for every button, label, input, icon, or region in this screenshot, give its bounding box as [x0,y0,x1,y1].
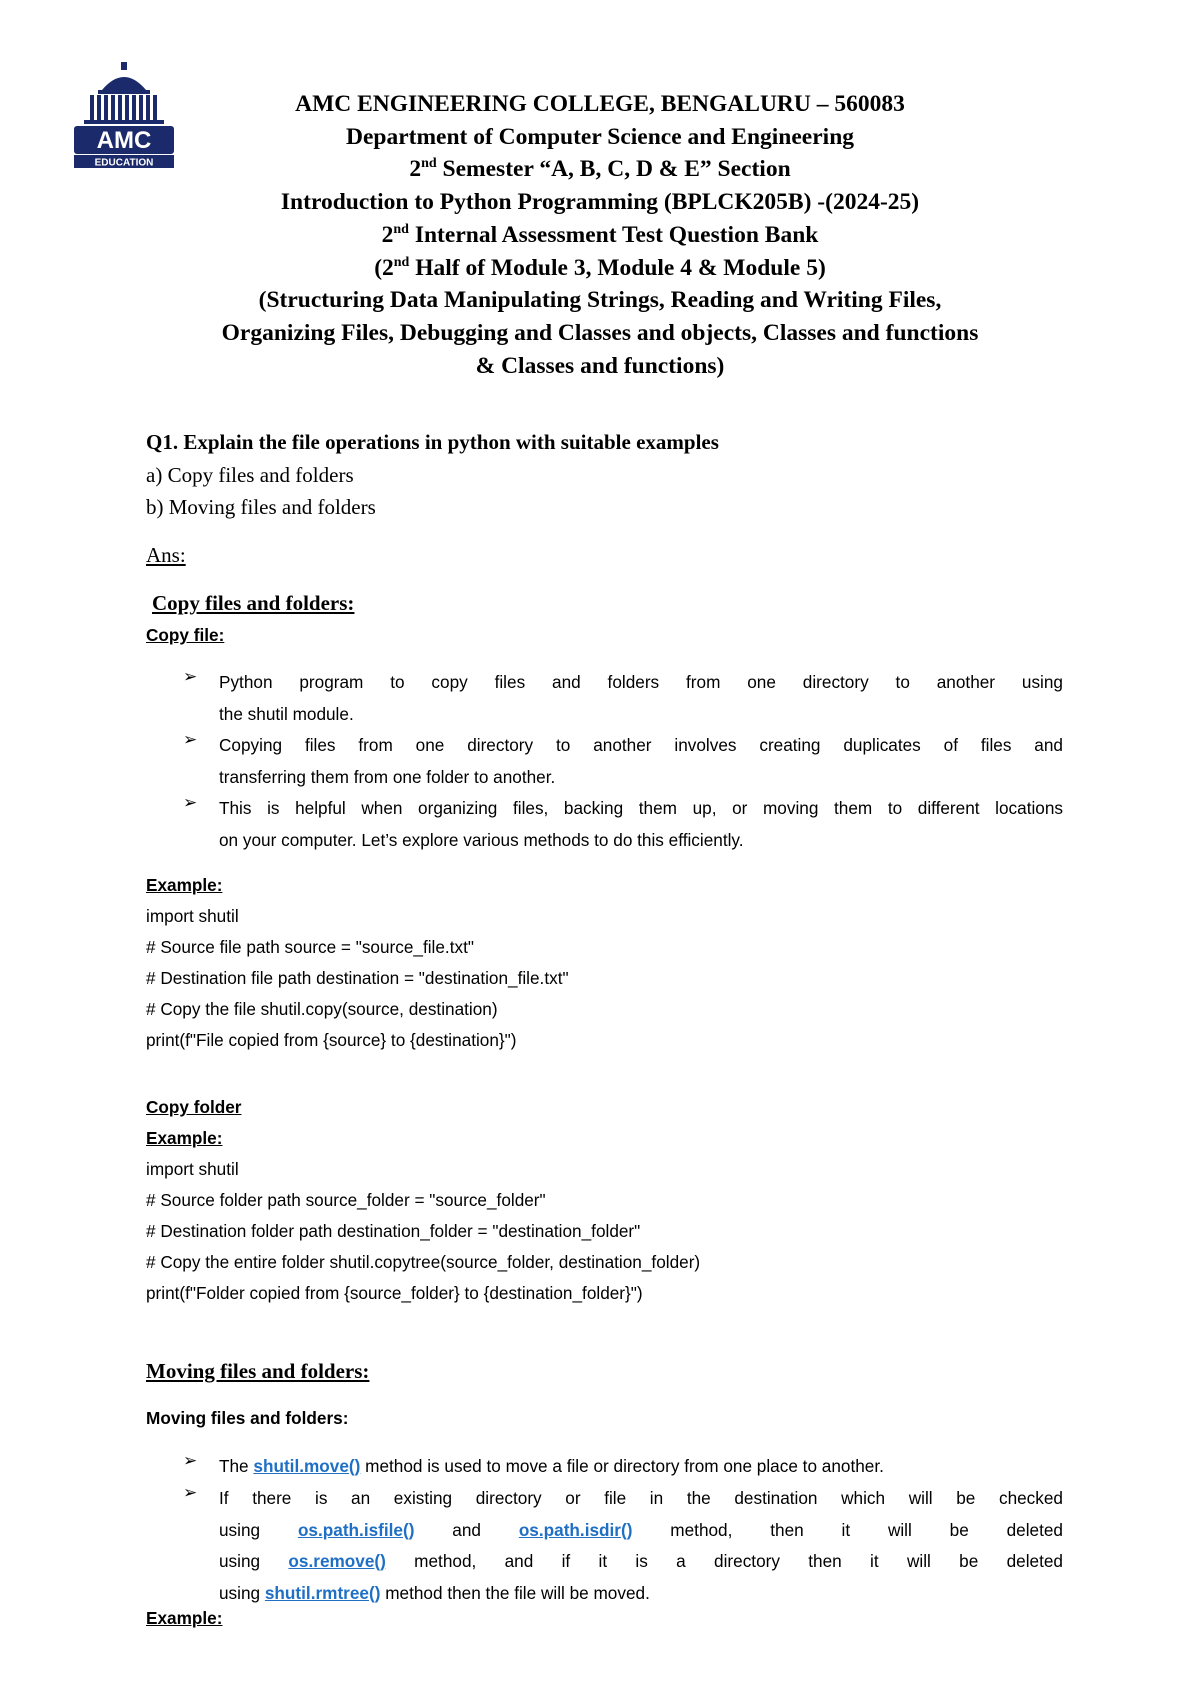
arrow-bullet-icon: ➢ [183,1483,198,1502]
logo-subtext: EDUCATION [94,157,154,169]
topics-line-3: & Classes and functions) [475,352,725,379]
code-line: import shutil [146,1159,239,1179]
question-part-a: a) Copy files and folders [146,463,354,487]
copy-section-heading: Copy files and folders: [152,591,355,615]
code-line: import shutil [146,906,239,926]
shutil-rmtree-link[interactable]: shutil.rmtree() [264,1582,381,1603]
college-name: AMC ENGINEERING COLLEGE, BENGALURU – 560083 [295,91,905,117]
document-header [120,88,1080,382]
semester-line: 2nd Semester “A, B, C, D & E” Section [409,156,791,183]
code-line: print(f"File copied from {source} to {destination}") [146,1030,517,1050]
department-name: Department of Computer Science and Engineering [345,123,855,150]
modules-line: (2nd Half of Module 3, Module 4 & Module 5) [374,254,826,281]
os-path-isdir-link[interactable]: os.path.isdir() [518,1519,633,1540]
example-label: Example: [146,875,223,895]
move-section-heading: Moving files and folders: [146,1359,370,1383]
course-title: Introduction to Python Programming (BPLCK205B) -(2024-25) [280,189,920,216]
os-path-isfile-link[interactable]: os.path.isfile() [297,1519,415,1540]
arrow-bullet-icon: ➢ [183,667,198,686]
code-line: # Destination folder path destination_folder = "destination_folder" [146,1221,641,1241]
test-title: 2nd Internal Assessment Test Question Bank [381,221,819,248]
code-line: # Copy the entire folder shutil.copytree(source_folder, destination_folder) [146,1252,701,1272]
code-line: # Source folder path source_folder = "source_folder" [146,1190,546,1210]
logo-text: AMC [96,127,152,154]
example-label: Example: [146,1608,223,1628]
code-line: # Copy the file shutil.copy(source, destination) [146,999,498,1019]
topics-line-2: Organizing Files, Debugging and Classes and objects, Classes and functions [221,319,979,346]
arrow-bullet-icon: ➢ [183,1451,198,1470]
answer-label: Ans: [146,543,186,567]
code-line: print(f"Folder copied from {source_folder} to {destination_folder}") [146,1283,643,1303]
copy-file-subheading: Copy file: [146,625,225,645]
example-label: Example: [146,1128,223,1148]
arrow-bullet-icon: ➢ [183,793,198,812]
os-remove-link[interactable]: os.remove() [288,1551,386,1571]
move-subheading: Moving files and folders: [146,1408,349,1428]
shutil-move-link[interactable]: shutil.move() [253,1456,361,1476]
topics-line-1: (Structuring Data Manipulating Strings, Reading and Writing Files, [258,287,942,314]
code-line: # Destination file path destination = "destination_file.txt" [146,968,569,988]
question-text: Q1. Explain the file operations in python with suitable examples [146,430,719,454]
code-line: # Source file path source = "source_file.txt" [146,937,474,957]
arrow-bullet-icon: ➢ [183,730,198,749]
question-part-b: b) Moving files and folders [146,495,376,519]
copy-folder-label: Copy folder [146,1097,242,1117]
